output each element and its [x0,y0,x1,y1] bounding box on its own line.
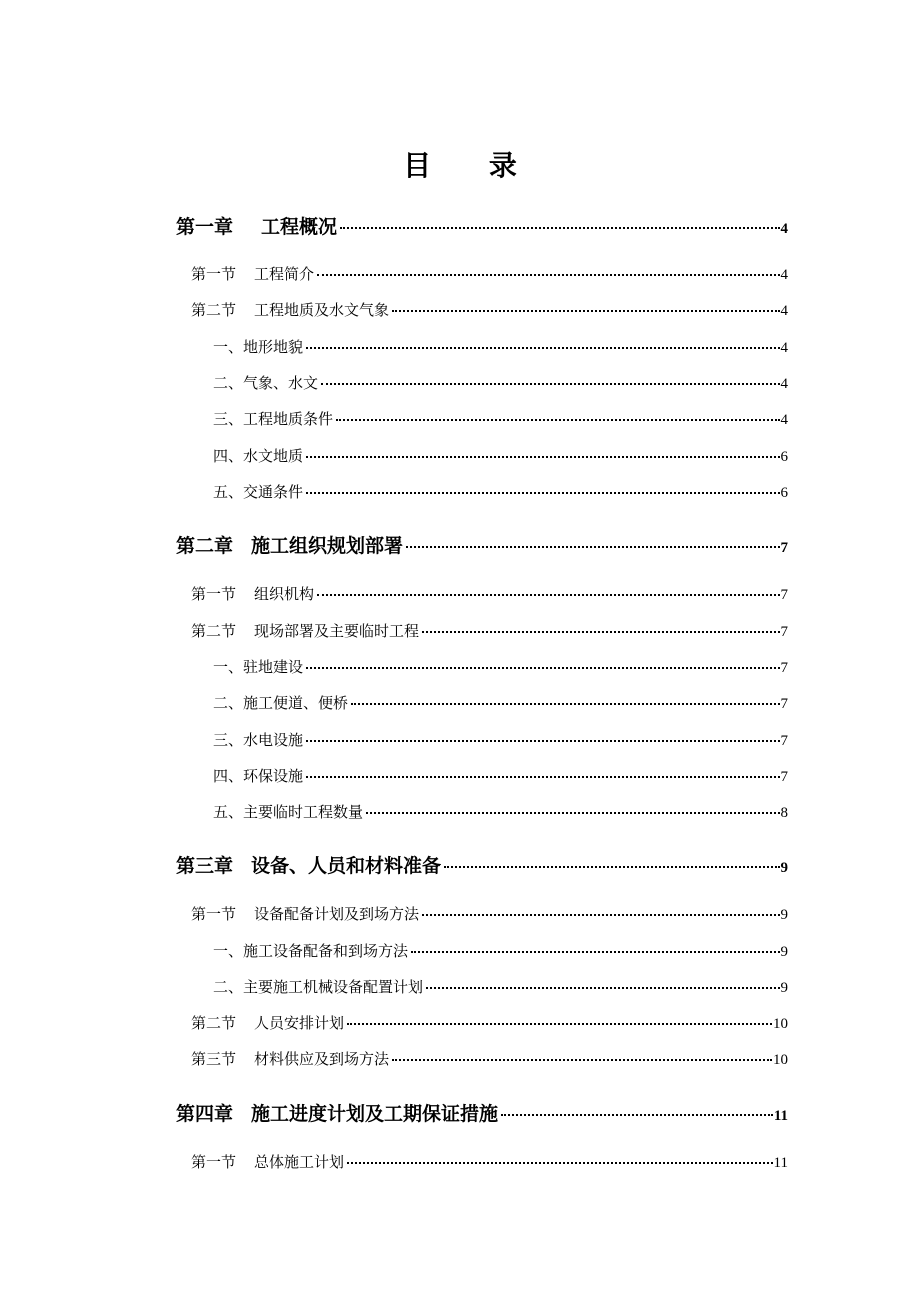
item-title: 一、驻地建设 [213,658,304,676]
page-number: 9 [780,980,788,996]
dot-leader [406,527,779,548]
toc-entry-label [176,851,441,878]
dot-leader [306,441,779,458]
chapter-title: 设备、人员和材料准备 [251,855,442,877]
item-title: 四、环保设施 [213,767,304,785]
item-title: 三、工程地质条件 [213,410,334,428]
dot-leader [347,1008,772,1025]
toc-entry-item [213,655,788,677]
toc-entry-section [191,1047,788,1069]
toc-entry-label [191,1151,344,1172]
item-title: 三、水电设施 [213,731,304,749]
page-number: 10 [773,1052,788,1068]
item-title: 一、地形地貌 [213,338,304,356]
toc-entry-chapter [176,212,788,239]
page-number: 7 [780,769,788,785]
dot-leader [336,404,779,421]
page-number: 4 [780,303,788,319]
toc-entry-label [191,620,419,641]
item-title: 二、气象、水文 [213,374,319,392]
dot-leader [321,368,779,385]
section-title: 现场部署及主要临时工程 [254,622,420,640]
item-title: 二、主要施工机械设备配置计划 [213,978,424,996]
dot-leader [317,259,779,276]
toc-entry-section [191,1011,788,1033]
dot-leader [351,688,779,705]
item-title: 四、水文地质 [213,447,304,465]
dot-leader [411,936,779,953]
page-number: 4 [780,412,788,428]
page-number: 7 [780,660,788,676]
toc-entry-section [191,902,788,924]
section-number: 第一节 [191,585,237,603]
toc-entry-label [191,299,389,320]
toc-entry-label [213,372,318,393]
chapter-number: 第一章 [176,216,234,238]
toc-entry-item [213,975,788,997]
section-title: 设备配备计划及到场方法 [254,905,420,923]
page-number: 7 [780,696,788,712]
chapter-number: 第三章 [176,855,234,877]
section-number: 第一节 [191,265,237,283]
page-number: 8 [780,805,788,821]
dot-leader [306,332,779,349]
section-number: 第一节 [191,905,237,923]
page-number: 6 [780,485,788,501]
dot-leader [306,761,779,778]
page-number: 7 [780,733,788,749]
page-number: 7 [780,624,788,640]
toc-entry-item [213,480,788,502]
toc-entry-label [191,1012,344,1033]
toc-entry-label [213,729,303,750]
toc-entry-section [191,1150,788,1172]
section-number: 第三节 [191,1050,237,1068]
dot-leader [392,1044,772,1061]
page-number: 9 [780,860,788,876]
dot-leader [444,847,779,868]
section-number: 第一节 [191,1153,237,1171]
dot-leader [306,477,779,494]
toc-entry-chapter [176,1099,788,1126]
page-number: 4 [780,267,788,283]
section-title: 组织机构 [254,585,315,603]
toc-entry-item [213,371,788,393]
section-title: 工程地质及水文气象 [254,301,390,319]
toc-entry-item [213,691,788,713]
toc-entry-item [213,728,788,750]
page-number: 11 [773,1108,788,1124]
toc-entry-label [213,801,363,822]
item-title: 一、施工设备配备和到场方法 [213,942,409,960]
toc-title: 目 录 [403,149,541,182]
toc-entry-label [213,408,333,429]
section-title: 总体施工计划 [254,1153,345,1171]
section-number: 第二节 [191,1014,237,1032]
chapter-number: 第四章 [176,1103,234,1125]
toc-entry-item [213,800,788,822]
page-number: 7 [780,540,788,556]
toc-entry-item [213,939,788,961]
toc-entry-label [191,903,419,924]
toc-entry-item [213,764,788,786]
page-number: 4 [780,340,788,356]
toc-entry-label [176,212,337,239]
page-number: 7 [780,587,788,603]
toc-entry-section [191,619,788,641]
toc-entry-chapter [176,531,788,558]
item-title: 二、施工便道、便桥 [213,694,349,712]
section-number: 第二节 [191,301,237,319]
toc-entry-label [191,583,314,604]
toc-entry-section [191,582,788,604]
toc-entry-label [213,976,423,997]
section-title: 工程简介 [254,265,315,283]
toc-entry-item [213,335,788,357]
toc-entry-item [213,407,788,429]
chapter-number: 第二章 [176,535,234,557]
section-number: 第二节 [191,622,237,640]
chapter-title: 施工进度计划及工期保证措施 [251,1103,499,1125]
toc-entry-label [213,692,348,713]
toc-entry-label [213,445,303,466]
section-title: 人员安排计划 [254,1014,345,1032]
item-title: 五、主要临时工程数量 [213,803,364,821]
dot-leader [501,1095,773,1116]
dot-leader [306,652,779,669]
toc-entry-label [213,765,303,786]
toc-entry-label [191,263,314,284]
item-title: 五、交通条件 [213,483,304,501]
page-number: 4 [780,221,788,237]
toc-entry-label [176,531,403,558]
toc-entry-section [191,262,788,284]
toc-entry-label [213,656,303,677]
toc-entry-section [191,298,788,320]
page-number: 9 [780,944,788,960]
chapter-title: 工程概况 [261,216,338,238]
dot-leader [366,797,779,814]
page-number: 6 [780,449,788,465]
dot-leader [392,295,779,312]
dot-leader [347,1147,773,1164]
dot-leader [422,616,779,633]
toc-entry-label [213,940,408,961]
page-number: 10 [773,1016,788,1032]
dot-leader [306,725,779,742]
toc-entry-label [176,1099,498,1126]
chapter-title: 施工组织规划部署 [251,535,404,557]
toc-entry-label [213,481,303,502]
toc-entry-label [191,1048,389,1069]
dot-leader [422,899,779,916]
toc-entry-chapter [176,851,788,878]
toc-entry-item [213,444,788,466]
dot-leader [317,579,779,596]
page-number: 9 [780,907,788,923]
dot-leader [426,972,779,989]
page-number: 11 [773,1155,788,1171]
page-number: 4 [780,376,788,392]
section-title: 材料供应及到场方法 [254,1050,390,1068]
dot-leader [340,208,779,229]
toc-entry-label [213,336,303,357]
